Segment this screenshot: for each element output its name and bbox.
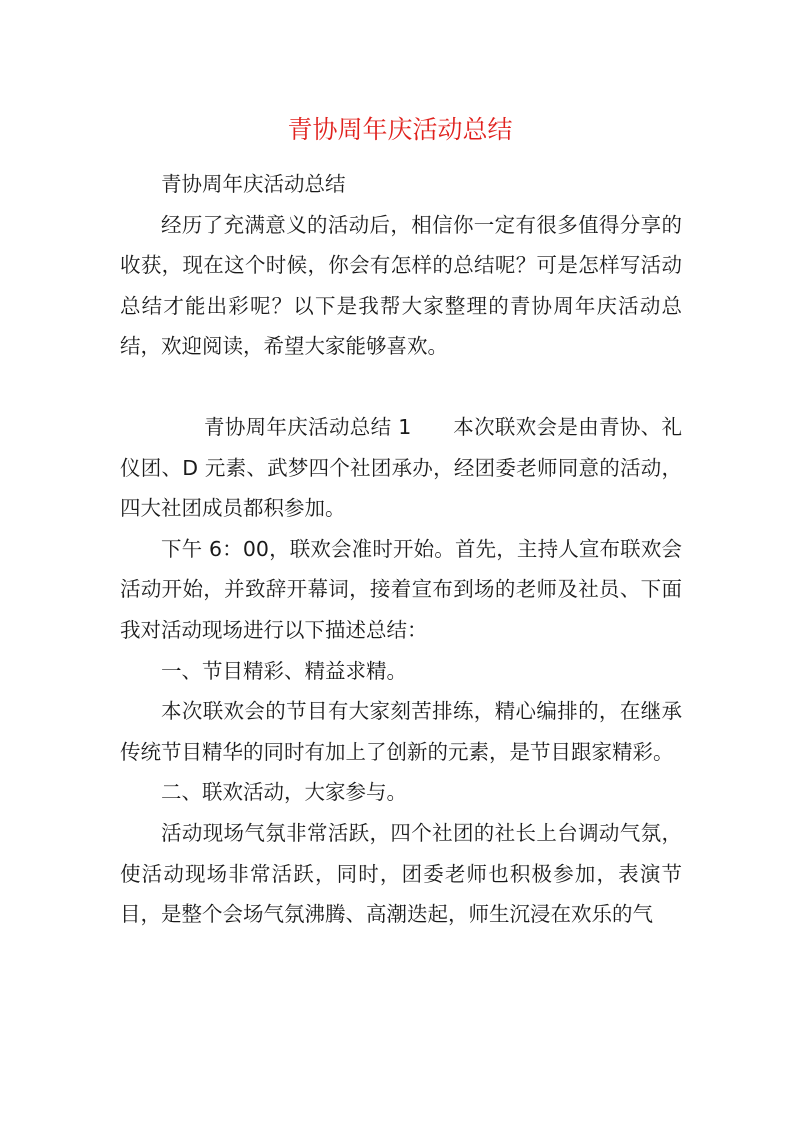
paragraph-atmosphere: 活动现场气氛非常活跃，四个社团的社长上台调动气氛，使活动现场非常活跃，同时，团委老师也积极参加，表演节目，是整个会场气氛沸腾、高潮迭起，师生沉浸在欢乐的气	[120, 820, 682, 927]
paragraph-heading-1: 一、节目精彩、精益求精。	[161, 658, 407, 683]
paragraph-subtitle: 青协周年庆活动总结	[161, 172, 346, 196]
paragraph-programs: 本次联欢会的节目有大家刻苦排练，精心编排的，在继承传统节目精华的同时有加上了创新的元素，是节目跟家精彩。	[120, 699, 682, 764]
paragraph-heading-2: 二、联欢活动，大家参与。	[161, 780, 407, 805]
document-title: 青协周年庆活动总结	[287, 115, 513, 144]
paragraph-section-1: 青协周年庆活动总结 1 本次联欢会是由青协、礼仪团、D 元素、武梦四个社团承办，经团委老师同意的活动，四大社团成员都积参加。	[120, 414, 682, 521]
document-body	[120, 164, 682, 935]
paragraph-opening: 下午 6：00，联欢会准时开始。首先，主持人宣布联欢会活动开始，并致辞开幕词，接着宣布到场的老师及社员、下面我对活动现场进行以下描述总结：	[120, 536, 682, 642]
paragraph-intro: 经历了充满意义的活动后，相信你一定有很多值得分享的收获，现在这个时候，你会有怎样的总结呢？可是怎样写活动总结才能出彩呢？以下是我帮大家整理的青协周年庆活动总结，欢迎阅读，希望大家能够喜欢。	[120, 212, 682, 359]
paragraph-spacer	[120, 367, 682, 407]
